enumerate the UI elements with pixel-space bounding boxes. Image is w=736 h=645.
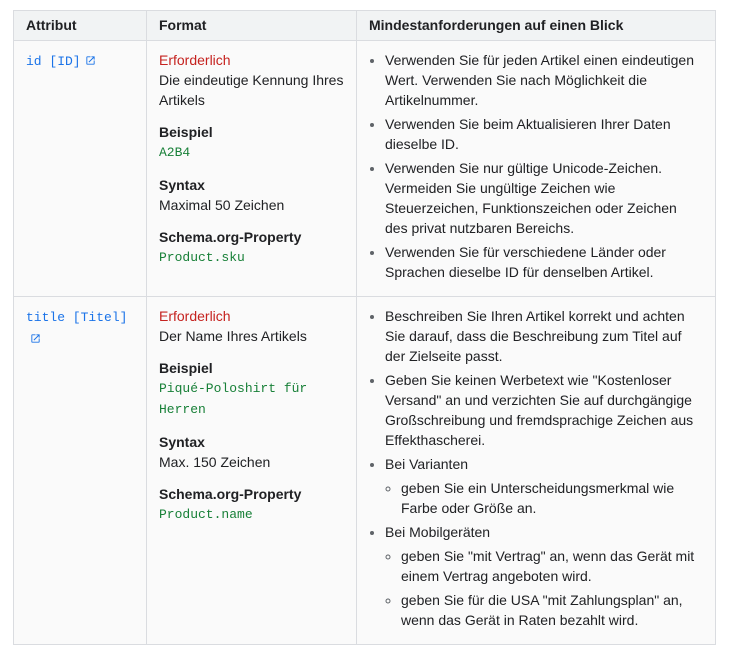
format-description: Die eindeutige Kennung Ihres Artikels: [159, 72, 344, 108]
list-item: • Beschreiben Sie Ihren Artikel korrekt und achten Sie darauf, dass die Beschreibung zum Titel auf der Zielseite passt.: [385, 306, 703, 366]
syntax-value: Maximal 50 Zeichen: [159, 197, 285, 213]
list-item: • Verwenden Sie für verschiedene Länder oder Sprachen dieselbe ID für denselben Artikel.: [385, 242, 703, 282]
list-item: ◦ geben Sie ein Unterscheidungsmerkmal wie Farbe oder Größe an.: [401, 478, 703, 518]
table-row: [14, 297, 716, 645]
format-cell: [147, 41, 357, 297]
variants-sublist: [385, 478, 703, 518]
list-item-label: Bei Mobilgeräten: [385, 524, 491, 540]
attribute-name: id [ID]: [26, 54, 81, 69]
list-item: • Verwenden Sie nur gültige Unicode-Zeichen. Vermeiden Sie ungültige Zeichen wie Steuerzeichen, Funktionszeichen oder Zeichen des privat nutzbaren Bereichs.: [385, 158, 703, 238]
external-link-icon: [85, 55, 96, 66]
header-attribut: Attribut: [14, 11, 147, 41]
list-item-label: Bei Varianten: [385, 456, 469, 472]
schema-label: Schema.org-Property: [159, 229, 302, 245]
example-label: Beispiel: [159, 360, 213, 376]
attribute-name: title [Titel]: [26, 310, 128, 325]
requirements-list: [369, 306, 703, 630]
format-description: Der Name Ihres Artikels: [159, 328, 307, 344]
required-label: Erforderlich: [159, 308, 231, 324]
example-label: Beispiel: [159, 124, 213, 140]
list-item: ◦ geben Sie für die USA "mit Zahlungsplan" an, wenn das Gerät in Raten bezahlt wird.: [401, 590, 703, 630]
attribute-cell: [14, 41, 147, 297]
table-row: [14, 41, 716, 297]
list-item: [385, 454, 703, 518]
list-item: ◦ geben Sie "mit Vertrag" an, wenn das Gerät mit einem Vertrag angeboten wird.: [401, 546, 703, 586]
table-header-row: [14, 11, 716, 41]
attribute-link-id[interactable]: [26, 52, 96, 68]
attribute-cell: [14, 297, 147, 645]
attribute-link-title[interactable]: [26, 308, 127, 346]
mobile-sublist: [385, 546, 703, 630]
attribute-table: [13, 10, 716, 645]
example-value: Piqué-Poloshirt für Herren: [159, 381, 308, 417]
header-requirements: Mindestanforderungen auf einen Blick: [357, 11, 716, 41]
list-item: • Verwenden Sie beim Aktualisieren Ihrer Daten dieselbe ID.: [385, 114, 703, 154]
syntax-label: Syntax: [159, 177, 205, 193]
attribute-table-container: [13, 10, 715, 645]
list-item: • Geben Sie keinen Werbetext wie "Kostenloser Versand" an und verzichten Sie auf durchgängige Großschreibung und fremdsprachige Zeichen aus Effekthascherei.: [385, 370, 703, 450]
format-cell: [147, 297, 357, 645]
requirements-cell: [357, 297, 716, 645]
syntax-label: Syntax: [159, 434, 205, 450]
syntax-value: Max. 150 Zeichen: [159, 454, 271, 470]
schema-value: Product.sku: [159, 250, 245, 265]
list-item: [385, 522, 703, 630]
schema-label: Schema.org-Property: [159, 486, 302, 502]
external-link-icon: [30, 333, 41, 344]
requirements-cell: [357, 41, 716, 297]
list-item: • Verwenden Sie für jeden Artikel einen eindeutigen Wert. Verwenden Sie nach Möglichkeit die Artikelnummer.: [385, 50, 703, 110]
requirements-list: [369, 50, 703, 282]
example-value: A2B4: [159, 145, 191, 160]
schema-value: Product.name: [159, 507, 253, 522]
header-format: Format: [147, 11, 357, 41]
required-label: Erforderlich: [159, 52, 231, 68]
